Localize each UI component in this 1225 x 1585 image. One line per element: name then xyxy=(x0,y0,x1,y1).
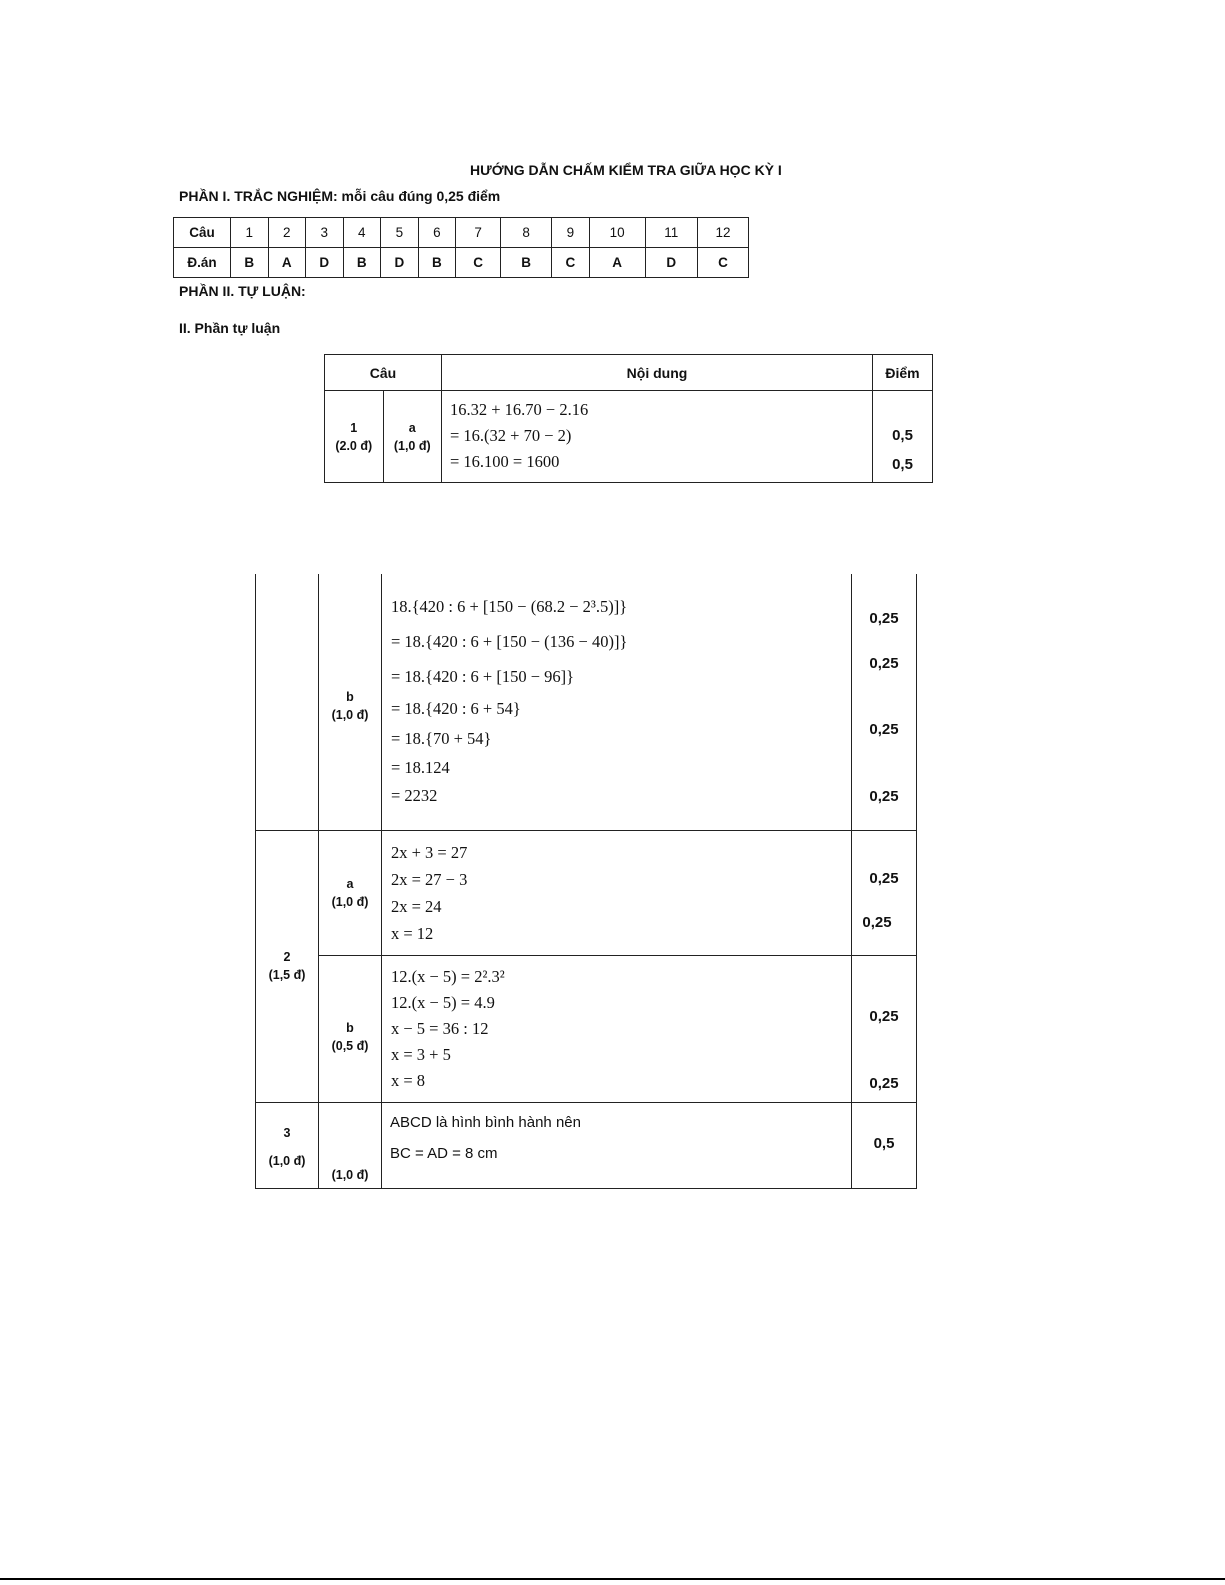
q2-points: (1,5 đ) xyxy=(268,968,306,982)
part1-heading: PHẦN I. TRẮC NGHIỆM: mỗi câu đúng 0,25 điểm xyxy=(179,188,501,204)
score: 0,25 xyxy=(869,788,899,805)
q1a-score-cell xyxy=(873,391,933,483)
q1a-label: a xyxy=(408,420,416,435)
mc-row-label: Đ.án xyxy=(174,248,231,278)
q1a-points: (1,0 đ) xyxy=(393,438,431,453)
q1-continued-cell xyxy=(256,574,319,830)
q1-points: (2.0 đ) xyxy=(335,438,373,453)
math-line: 2x + 3 = 27 xyxy=(391,842,468,862)
q1b-row xyxy=(256,574,917,830)
math-line: 12.(x − 5) = 2².3² xyxy=(391,966,505,986)
math-line: = 18.124 xyxy=(391,758,450,777)
q2b-score-cell xyxy=(852,955,917,1102)
score: 0,5 xyxy=(892,427,913,444)
header-cau: Câu xyxy=(325,355,442,391)
q2b-label: b xyxy=(346,1020,354,1035)
header-noi-dung: Nội dung xyxy=(442,355,873,391)
q2a-row xyxy=(256,830,917,955)
math-line: = 16.100 = 1600 xyxy=(450,452,560,471)
q2a-points: (1,0 đ) xyxy=(331,894,369,909)
q2b-content xyxy=(382,955,852,1102)
score: 0,25 xyxy=(869,610,899,627)
mc-answer: D xyxy=(645,248,697,278)
q1a-content xyxy=(442,391,873,483)
math-line: x − 5 = 36 : 12 xyxy=(391,1018,489,1038)
part2-subheading: II. Phần tự luận xyxy=(179,320,281,336)
q1b-label-cell xyxy=(319,574,382,830)
part2-heading: PHẦN II. TỰ LUẬN: xyxy=(179,283,306,299)
mc-answer: C xyxy=(552,248,590,278)
math-line: = 18.{420 : 6 + [150 − 96]} xyxy=(391,667,575,686)
q2a-content xyxy=(382,830,852,955)
mc-answer: B xyxy=(231,248,269,278)
q1-label: 1 xyxy=(350,420,358,435)
q3-score-cell xyxy=(852,1102,917,1188)
math-line: = 18.{70 + 54} xyxy=(391,729,492,748)
q2b-label-cell xyxy=(319,955,382,1102)
mc-question-row xyxy=(174,218,749,248)
q2-label: 2 xyxy=(283,950,291,964)
math-line: 2x = 27 − 3 xyxy=(391,869,468,889)
q3-sub-points: (1,0 đ) xyxy=(331,1167,369,1182)
q2a-label: a xyxy=(346,876,354,891)
mc-answer-row xyxy=(174,248,749,278)
page-bottom-rule xyxy=(0,1578,1225,1580)
header-diem: Điểm xyxy=(873,355,933,391)
mc-answer: B xyxy=(343,248,381,278)
mc-number: 10 xyxy=(589,218,645,248)
mc-answer: C xyxy=(698,248,749,278)
math-line: 18.{420 : 6 + [150 − (68.2 − 2³.5)]} xyxy=(391,597,628,616)
mc-number: 5 xyxy=(381,218,419,248)
math-line: x = 3 + 5 xyxy=(391,1044,451,1064)
q2b-row xyxy=(256,955,917,1102)
q3-content xyxy=(382,1102,852,1188)
math-line: = 18.{420 : 6 + 54} xyxy=(391,699,521,718)
mc-number: 8 xyxy=(501,218,552,248)
mc-answer: D xyxy=(306,248,344,278)
q3-sub-cell xyxy=(319,1102,382,1188)
mc-number: 9 xyxy=(552,218,590,248)
multiple-choice-table xyxy=(173,217,749,278)
mc-number: 6 xyxy=(418,218,456,248)
score: 0,25 xyxy=(862,913,892,931)
text-line: ABCD là hình bình hành nên xyxy=(390,1113,581,1131)
mc-answer: B xyxy=(501,248,552,278)
score: 0,5 xyxy=(873,1134,895,1152)
essay-table-q1a xyxy=(324,354,933,483)
q3-row xyxy=(256,1102,917,1188)
mc-answer: D xyxy=(381,248,419,278)
q2b-points: (0,5 đ) xyxy=(331,1038,369,1053)
math-line: x = 12 xyxy=(391,923,434,943)
q1b-label: b xyxy=(346,689,354,704)
q1a-row xyxy=(325,391,933,483)
text-line: BC = AD = 8 cm xyxy=(390,1144,498,1162)
q1b-content xyxy=(382,574,852,830)
mc-number: 7 xyxy=(456,218,501,248)
q3-label: 3 xyxy=(283,1125,291,1140)
q1b-points: (1,0 đ) xyxy=(331,707,369,722)
score: 0,5 xyxy=(892,456,913,473)
mc-answer: C xyxy=(456,248,501,278)
page-title: HƯỚNG DẪN CHẤM KIỂM TRA GIỮA HỌC KỲ I xyxy=(470,162,782,178)
q2a-score-cell xyxy=(852,830,917,955)
q2-label-cell xyxy=(256,830,319,1102)
score: 0,25 xyxy=(869,721,899,738)
q3-label-cell xyxy=(256,1102,319,1188)
math-line: = 18.{420 : 6 + [150 − (136 − 40)]} xyxy=(391,632,628,651)
q3-points: (1,0 đ) xyxy=(268,1153,306,1168)
q1-label-cell xyxy=(325,391,384,483)
q2a-label-cell xyxy=(319,830,382,955)
score: 0,25 xyxy=(869,1007,899,1025)
mc-number: 1 xyxy=(231,218,269,248)
math-line: = 2232 xyxy=(391,786,438,805)
essay-header-row xyxy=(325,355,933,391)
q1b-score-cell xyxy=(852,574,917,830)
q1a-label-cell xyxy=(383,391,442,483)
mc-answer: B xyxy=(418,248,456,278)
mc-number: 2 xyxy=(268,218,306,248)
math-line: = 16.(32 + 70 − 2) xyxy=(450,426,572,445)
math-line: 12.(x − 5) = 4.9 xyxy=(391,992,495,1012)
score: 0,25 xyxy=(869,655,899,672)
math-line: x = 8 xyxy=(391,1070,426,1090)
score: 0,25 xyxy=(869,1074,899,1092)
mc-number: 12 xyxy=(698,218,749,248)
mc-row-label: Câu xyxy=(174,218,231,248)
essay-table-continued xyxy=(255,574,917,1189)
math-line: 16.32 + 16.70 − 2.16 xyxy=(450,400,589,419)
mc-number: 11 xyxy=(645,218,697,248)
math-line: 2x = 24 xyxy=(391,896,442,916)
mc-number: 3 xyxy=(306,218,344,248)
mc-answer: A xyxy=(268,248,306,278)
mc-number: 4 xyxy=(343,218,381,248)
score: 0,25 xyxy=(869,869,899,887)
mc-answer: A xyxy=(589,248,645,278)
